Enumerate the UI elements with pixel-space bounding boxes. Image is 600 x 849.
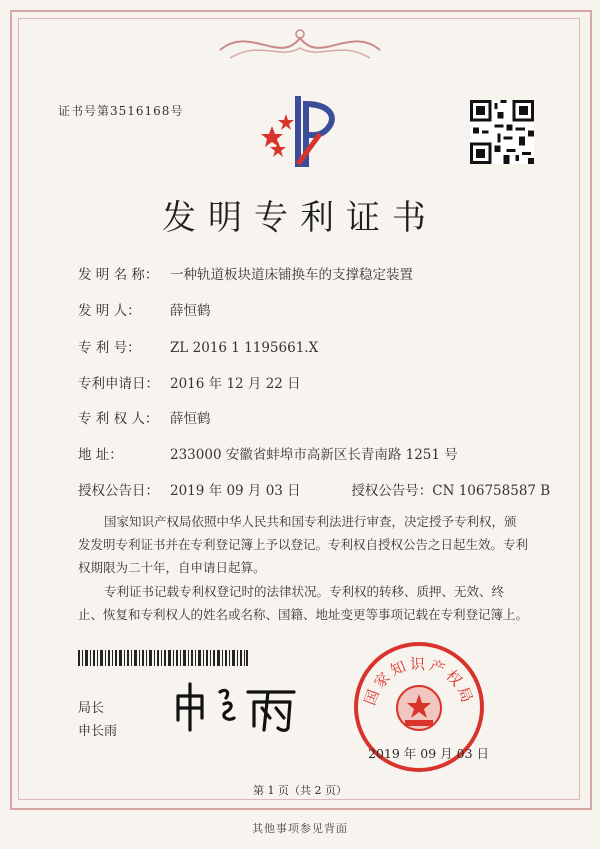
handwritten-signature-icon: [168, 678, 318, 738]
field-patent-number: [78, 336, 318, 356]
field-label: 地 址：: [78, 447, 123, 463]
body-paragraph-1: 国家知识产权局依照中华人民共和国专利法进行审查，决定授予专利权，颁发发明专利证书并在专利登记簿上予以登记。专利权自授权公告之日起生效。专利权期限为二十年，自申请日起算。: [78, 514, 529, 575]
field-grant-announcement: [78, 479, 550, 499]
field-value: CN 106758587 B: [432, 483, 551, 499]
field-label: 授权公告日：: [78, 483, 159, 499]
field-value: 2019 年 09 月 03 日: [170, 483, 301, 499]
field-value: 233000 安徽省蚌埠市高新区长青南路 1251 号: [170, 447, 458, 463]
field-label: 发 明 名 称：: [78, 267, 159, 283]
field-value: ZL 2016 1 1195661.X: [170, 340, 319, 356]
page-title: 发明专利证书: [162, 198, 438, 238]
signatory-name: 申长雨: [78, 724, 118, 739]
field-label: 发 明 人：: [78, 303, 141, 319]
field-invention-name: [78, 263, 413, 283]
field-label: 专利申请日：: [78, 376, 159, 392]
field-application-date: [78, 372, 301, 392]
seal-date: 2019 年 09 月 03 日: [368, 746, 489, 761]
field-value: 2016 年 12 月 22 日: [170, 376, 301, 392]
qr-code-icon: [470, 100, 534, 164]
field-value: 薛恒鹤: [170, 303, 211, 319]
certificate-number: 证书号第3516168号: [58, 104, 184, 118]
patent-office-logo-icon: [258, 86, 348, 172]
signatory-title: 局长: [78, 701, 105, 716]
body-paragraph-2: 专利证书记载专利权登记时的法律状况。专利权的转移、质押、无效、终止、恢复和专利权人的姓名或名称、国籍、地址变更等事项记载在专利登记簿上。: [78, 584, 529, 622]
page-indicator: 第 1 页（共 2 页）: [253, 784, 347, 797]
ornament-icon: [210, 20, 390, 70]
field-inventor: [78, 299, 211, 319]
field-label: 专 利 号：: [78, 340, 141, 356]
footer-note: 其他事项参见背面: [252, 822, 348, 835]
field-value: 一种轨道板块道床铺换车的支撑稳定装置: [170, 267, 413, 283]
field-value: 薛恒鹤: [170, 411, 211, 427]
barcode-icon: [78, 650, 248, 666]
field-label: 授权公告号：: [351, 483, 433, 499]
seal-text: 国家知识产权局: [360, 655, 478, 708]
field-patentee: [78, 407, 211, 427]
field-label: 专 利 权 人：: [78, 411, 159, 427]
field-address: [78, 443, 458, 463]
